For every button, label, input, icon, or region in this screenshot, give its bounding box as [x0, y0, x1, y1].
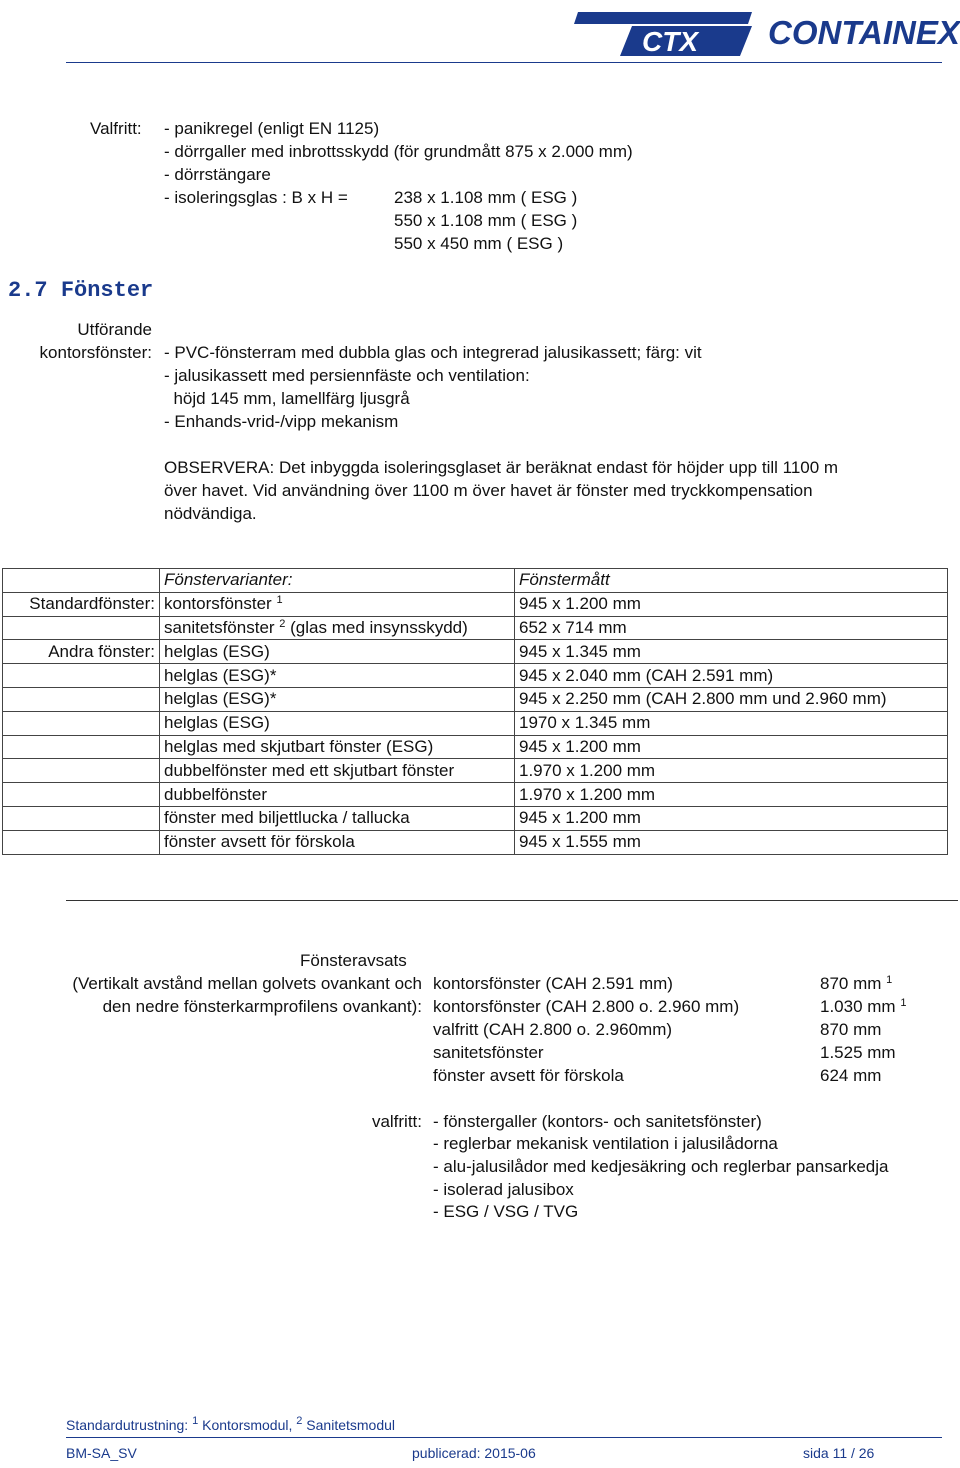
- sill-value-text: 1.030 mm: [820, 997, 896, 1016]
- header-divider: [66, 62, 942, 63]
- brand-name: CONTAINEX: [768, 14, 960, 51]
- row-size: 1970 x 1.345 mm: [515, 711, 948, 735]
- row-variant: [160, 687, 515, 711]
- row-group: [3, 830, 160, 854]
- sill-description: den nedre fönsterkarmprofilens ovankant):: [102, 997, 422, 1016]
- table-row: [3, 735, 948, 759]
- row-group: [3, 806, 160, 830]
- page-number: sida 11 / 26: [803, 1445, 875, 1461]
- table-row: [3, 687, 948, 711]
- sill-value: [820, 995, 906, 1018]
- optional-item: - fönstergaller (kontors- och sanitetsfönster): [433, 1112, 762, 1131]
- sill-label: fönster avsett för förskola: [433, 1066, 624, 1085]
- variant-name: fönster med biljettlucka / tallucka: [164, 808, 410, 828]
- variant-name: sanitetsfönster: [164, 617, 275, 637]
- footer-note-sup: 1: [192, 1415, 199, 1427]
- variant-footnote: 1: [276, 594, 283, 607]
- row-group: [3, 664, 160, 688]
- svg-text:CTX: CTX: [642, 26, 698, 57]
- sill-value-text: 870 mm: [820, 974, 882, 993]
- glass-size: 238 x 1.108 mm ( ESG ): [394, 188, 578, 207]
- table-row: [3, 830, 948, 854]
- sill-label: valfritt (CAH 2.800 o. 2.960mm): [433, 1020, 673, 1039]
- sill-description: (Vertikalt avstånd mellan golvets ovankant och: [72, 974, 422, 993]
- row-size: 945 x 1.200 mm: [515, 806, 948, 830]
- row-group: [3, 711, 160, 735]
- footer-note-item: Kontorsmodul,: [202, 1417, 293, 1433]
- row-variant: [160, 830, 515, 854]
- sill-footnote: 1: [900, 997, 907, 1009]
- table-header-row: [3, 569, 948, 593]
- section-heading: [8, 278, 153, 303]
- table-row: [3, 783, 948, 807]
- variant-footnote: 2: [279, 617, 286, 630]
- row-variant: [160, 735, 515, 759]
- row-variant: [160, 616, 515, 640]
- row-size: 1.970 x 1.200 mm: [515, 783, 948, 807]
- row-variant: [160, 759, 515, 783]
- table-row: [3, 616, 948, 640]
- row-size: 945 x 2.250 mm (CAH 2.800 mm und 2.960 mm): [515, 687, 948, 711]
- optional-item: - dörrstängare: [164, 165, 271, 184]
- row-variant: [160, 592, 515, 616]
- variant-name: dubbelfönster: [164, 784, 268, 804]
- variant-name: kontorsfönster: [164, 594, 272, 614]
- section-divider: [66, 900, 958, 901]
- table-row: [3, 711, 948, 735]
- section-label: kontorsfönster:: [39, 343, 152, 362]
- section-number: 2.7: [8, 278, 48, 303]
- optional-item: - ESG / VSG / TVG: [433, 1202, 579, 1221]
- publish-date: publicerad: 2015-06: [412, 1445, 536, 1461]
- optional-item: - isolerad jalusibox: [433, 1180, 574, 1199]
- footer-note-sup: 2: [296, 1415, 303, 1427]
- optional-label: Valfritt:: [90, 119, 142, 138]
- glass-size: 550 x 1.108 mm ( ESG ): [394, 211, 578, 230]
- row-group: [3, 616, 160, 640]
- row-group: Standardfönster:: [3, 592, 160, 616]
- row-size: 945 x 1.345 mm: [515, 640, 948, 664]
- optional-item: - dörrgaller med inbrottsskydd (för grundmått 875 x 2.000 mm): [164, 142, 633, 161]
- footer-note-item: Sanitetsmodul: [306, 1417, 396, 1433]
- footer-divider: [66, 1437, 942, 1438]
- doc-id: BM-SA_SV: [66, 1445, 137, 1461]
- sill-label: kontorsfönster (CAH 2.800 o. 2.960 mm): [433, 997, 740, 1016]
- variant-name: dubbelfönster med ett skjutbart fönster: [164, 760, 455, 780]
- sill-value-text: 1.525 mm: [820, 1043, 896, 1062]
- window-variants-table: [2, 568, 948, 855]
- variant-name: helglas (ESG): [164, 641, 270, 661]
- section-label: Utförande: [77, 320, 152, 339]
- variant-note: (glas med insynsskydd): [285, 617, 468, 637]
- row-group: [3, 735, 160, 759]
- sill-title: Fönsteravsats: [300, 951, 407, 970]
- optional-label: valfritt:: [371, 1112, 422, 1131]
- sill-footnote: 1: [886, 974, 893, 986]
- row-size: 945 x 1.200 mm: [515, 735, 948, 759]
- spec-item: - PVC-fönsterram med dubbla glas och integrerad jalusikassett; färg: vit: [164, 343, 702, 362]
- table-header-size: Fönstermått: [515, 569, 948, 593]
- spec-item: höjd 145 mm, lamellfärg ljusgrå: [164, 389, 410, 408]
- sill-label: sanitetsfönster: [433, 1043, 544, 1062]
- row-variant: [160, 806, 515, 830]
- section-title: Fönster: [60, 278, 154, 303]
- table-row: [3, 759, 948, 783]
- footer-note: [66, 1417, 395, 1433]
- optional-item: - isoleringsglas : B x H =: [164, 188, 348, 207]
- row-variant: [160, 640, 515, 664]
- row-group: [3, 783, 160, 807]
- sill-label: kontorsfönster (CAH 2.591 mm): [433, 974, 673, 993]
- optional-item: - alu-jalusilådor med kedjesäkring och reglerbar pansarkedja: [433, 1157, 889, 1176]
- variant-name: fönster avsett för förskola: [164, 832, 355, 852]
- table-row: [3, 806, 948, 830]
- row-size: 945 x 2.040 mm (CAH 2.591 mm): [515, 664, 948, 688]
- row-size: 945 x 1.200 mm: [515, 592, 948, 616]
- note-line: nödvändiga.: [164, 504, 257, 523]
- row-size: 1.970 x 1.200 mm: [515, 759, 948, 783]
- spec-item: - Enhands-vrid-/vipp mekanism: [164, 412, 399, 431]
- spec-item: - jalusikassett med persiennfäste och ventilation:: [164, 366, 530, 385]
- sill-value: [820, 972, 892, 995]
- variant-name: helglas med skjutbart fönster (ESG): [164, 736, 434, 756]
- sill-value: [820, 1018, 881, 1041]
- table-row: [3, 640, 948, 664]
- glass-size: 550 x 450 mm ( ESG ): [394, 234, 564, 253]
- table-row: [3, 664, 948, 688]
- note-line: över havet. Vid användning över 1100 m över havet är fönster med tryckkompensation: [164, 481, 813, 500]
- row-group: [3, 687, 160, 711]
- row-size: 652 x 714 mm: [515, 616, 948, 640]
- row-size: 945 x 1.555 mm: [515, 830, 948, 854]
- table-row: [3, 592, 948, 616]
- footer-note-prefix: Standardutrustning:: [66, 1417, 189, 1433]
- variant-name: helglas (ESG): [164, 713, 270, 733]
- table-header-variant: Fönstervarianter:: [160, 569, 515, 593]
- variant-name: helglas (ESG)*: [164, 689, 277, 709]
- sill-value: [820, 1041, 896, 1064]
- row-group: [3, 759, 160, 783]
- optional-item: - reglerbar mekanisk ventilation i jalusilådorna: [433, 1134, 778, 1153]
- row-variant: [160, 783, 515, 807]
- row-variant: [160, 664, 515, 688]
- sill-value-text: 624 mm: [820, 1066, 882, 1085]
- sill-value-text: 870 mm: [820, 1020, 882, 1039]
- row-group: Andra fönster:: [3, 640, 160, 664]
- optional-item: - panikregel (enligt EN 1125): [164, 119, 380, 138]
- table-header-blank: [3, 569, 160, 593]
- variant-name: helglas (ESG)*: [164, 665, 277, 685]
- row-variant: [160, 711, 515, 735]
- sill-value: [820, 1064, 881, 1087]
- note-line: OBSERVERA: Det inbyggda isoleringsglaset är beräknat endast för höjder upp till 1100 m: [164, 458, 839, 477]
